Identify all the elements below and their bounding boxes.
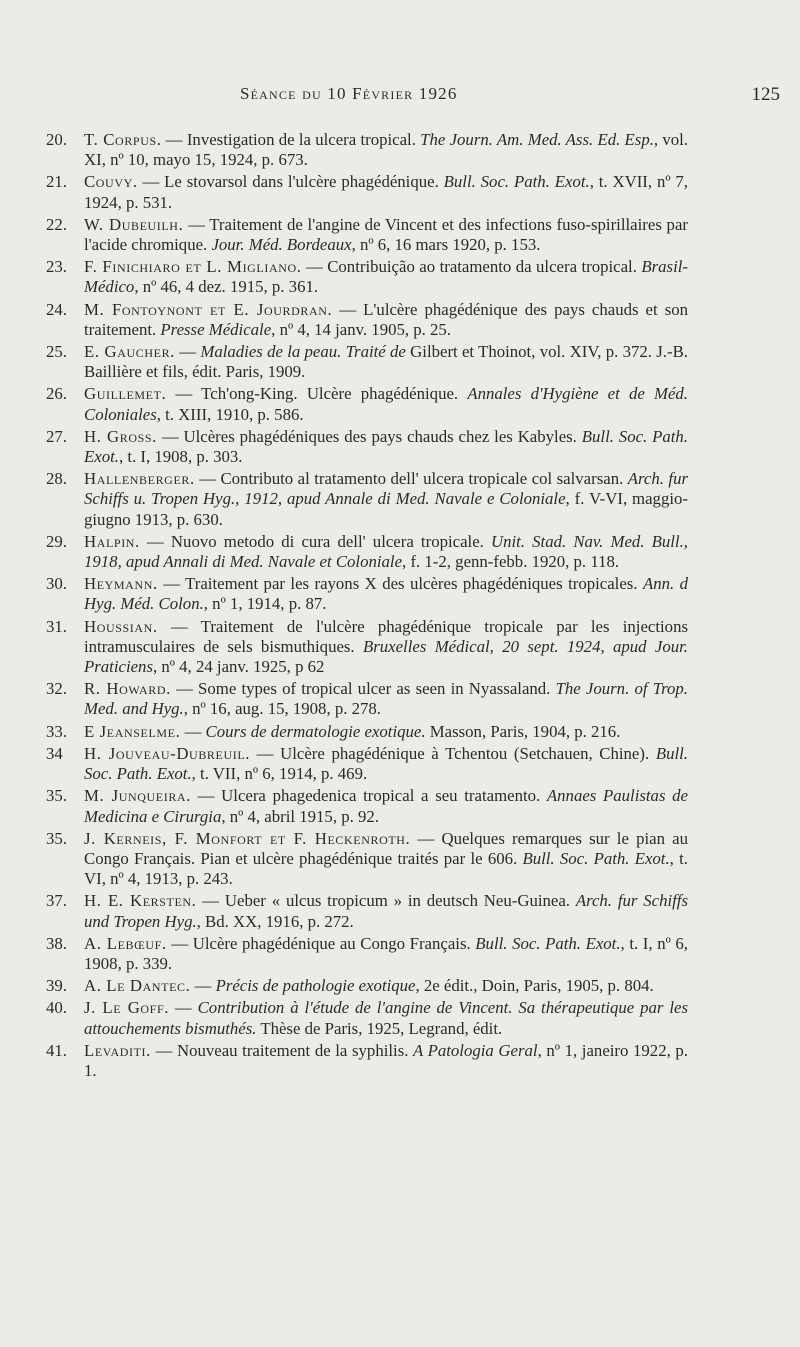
reference-entry <box>0 532 800 572</box>
reference-details: , nº 46, 4 dez. 1915, p. 361. <box>134 277 319 297</box>
reference-entry <box>0 130 800 170</box>
reference-details: , t. I, nº 6, 1908, p. 339. <box>84 933 688 973</box>
reference-title: — Ueber « ulcus tropicum » in deutsch Neu-Guinea. <box>196 891 576 911</box>
reference-citation: Bruxelles Médical, 20 sept. 1924, apud Jour. Praticiens <box>84 636 688 677</box>
reference-number: 35. <box>46 828 67 848</box>
reference-entry <box>0 427 800 467</box>
reference-number: 21. <box>46 172 67 192</box>
reference-number: 25. <box>46 342 67 362</box>
reference-entry <box>0 617 800 678</box>
reference-author: Couvy. <box>84 172 138 192</box>
reference-entry <box>0 384 800 424</box>
reference-list <box>0 130 800 1083</box>
reference-number: 35. <box>46 786 67 806</box>
reference-details: , f. 1-2, genn-febb. 1920, p. 118. <box>402 552 620 572</box>
reference-citation: Bull. Soc. Path. Exot. <box>522 848 670 868</box>
reference-author: Heymann. <box>84 574 158 594</box>
reference-number: 24. <box>46 299 67 319</box>
reference-title: — Some types of tropical ulcer as seen in Nyassaland. <box>170 679 556 699</box>
reference-author: A. Le Dantec. <box>84 976 191 996</box>
reference-author: T. Corpus. <box>84 130 162 149</box>
reference-author: A. Lebœuf. <box>84 933 167 953</box>
reference-citation: Contribution à l'étude de l'angine de Vincent. Sa thérapeutique par les attouchements bismuthés. <box>84 998 688 1038</box>
reference-entry <box>0 172 800 212</box>
reference-title: — <box>174 342 201 362</box>
reference-title: — Nuovo metodo di cura dell' ulcera tropicale. <box>139 531 491 551</box>
reference-citation: The Journ. of Trop. Med. and Hyg. <box>84 679 688 719</box>
reference-entry <box>0 215 800 255</box>
reference-title: — Traitement de l'ulcère phagédénique tropicale par les injections intramusculaires de sels bismuthiques. <box>84 616 688 656</box>
reference-author: Halpin. <box>84 531 140 551</box>
reference-title: — Ulcère phagédénique au Congo Français. <box>166 933 476 953</box>
reference-entry <box>0 342 800 382</box>
reference-author: Levaditi. <box>84 1040 151 1060</box>
reference-citation: Arch. fur Schiffs u. Tropen Hyg., 1912, apud Annale di Med. Navale e Coloniale <box>84 469 688 509</box>
reference-details: , t. XIII, 1910, p. 586. <box>156 404 304 424</box>
reference-details: , nº 4, 24 janv. 1925, p 62 <box>152 657 325 677</box>
reference-author: J. Le Goff. <box>84 998 170 1018</box>
reference-details: , f. V-VI, maggio-giugno 1913, p. 630. <box>84 489 688 529</box>
reference-title: — Le stovarsol dans l'ulcère phagédénique. <box>137 172 444 192</box>
reference-citation: Bull. Soc. Path. Exot. <box>475 933 621 953</box>
reference-entry <box>0 891 800 931</box>
reference-details: , nº 16, aug. 15, 1908, p. 278. <box>183 699 381 719</box>
reference-entry <box>0 934 800 974</box>
reference-author: Houssian. <box>84 616 158 636</box>
reference-entry <box>0 829 800 890</box>
reference-citation: Ann. d Hyg. Méd. Colon. <box>84 574 688 614</box>
reference-entry <box>0 744 800 784</box>
reference-number: 30. <box>46 574 67 594</box>
reference-number: 38. <box>46 933 67 953</box>
reference-details: , t. VII, nº 6, 1914, p. 469. <box>191 764 368 784</box>
reference-details: Thèse de Paris, 1925, Legrand, édit. <box>256 1018 503 1038</box>
reference-details: , Bd. XX, 1916, p. 272. <box>196 911 354 931</box>
reference-title: — Quelques remarques sur le pian au Congo Français. Pian et ulcère phagédénique traités par le 606. <box>84 828 688 868</box>
reference-author: E. Gaucher. <box>84 342 175 362</box>
page-number: 125 <box>751 84 780 105</box>
reference-number: 40. <box>46 998 67 1018</box>
reference-citation: Unit. Stad. Nav. Med. Bull., 1918, apud Annali di Med. Navale et Coloniale <box>84 531 688 572</box>
reference-author: R. Howard. <box>84 679 171 699</box>
reference-title: — <box>169 998 198 1018</box>
reference-details: , t. I, 1908, p. 303. <box>118 447 243 467</box>
running-head <box>0 84 800 108</box>
reference-title: — Contributo al tratamento dell' ulcera tropicale col salvarsan. <box>194 469 628 489</box>
reference-citation: Presse Médicale <box>160 319 272 339</box>
reference-entry <box>0 722 800 742</box>
reference-title: — Traitement par les rayons X des ulcères phagédéniques tropicales. <box>157 574 643 594</box>
reference-entry <box>0 786 800 826</box>
reference-title: — Ulcera phagedenica tropical a seu tratamento. <box>191 786 547 806</box>
reference-entry <box>0 300 800 340</box>
reference-citation: A Patologia Geral <box>413 1040 538 1060</box>
reference-citation: Jour. Méd. Bordeaux <box>211 235 352 255</box>
reference-number: 20. <box>46 130 67 149</box>
reference-number: 27. <box>46 426 67 446</box>
reference-title: — Nouveau traitement de la syphilis. <box>150 1040 414 1060</box>
reference-number: 31. <box>46 616 67 636</box>
reference-entry <box>0 469 800 530</box>
reference-citation: Arch. fur Schiffs und Tropen Hyg. <box>84 891 688 931</box>
reference-details: , nº 4, 14 janv. 1905, p. 25. <box>271 319 452 339</box>
reference-entry <box>0 998 800 1038</box>
reference-author: Hallenberger. <box>84 469 195 489</box>
reference-author: J. Kerneis, F. Monfort et F. Heckenroth. <box>84 828 411 848</box>
reference-number: 39. <box>46 976 67 996</box>
reference-citation: Bull. Soc. Path. Exot. <box>84 743 688 784</box>
reference-author: H. Jouveau-Dubreuil. <box>84 743 251 763</box>
reference-details: , t. XVII, nº 7, 1924, p. 531. <box>84 172 689 212</box>
reference-title: — Investigation de la ulcera tropical. <box>161 130 421 149</box>
reference-entry <box>0 1041 800 1081</box>
reference-title: — <box>180 721 206 741</box>
reference-title: — Tch'ong-King. Ulcère phagédénique. <box>166 384 468 404</box>
reference-author: H. Gross. <box>84 426 157 446</box>
reference-author: Guillemet. <box>84 384 167 404</box>
reference-details: , vol. XI, nº 10, mayo 15, 1924, p. 673. <box>84 130 689 170</box>
reference-entry <box>0 679 800 719</box>
reference-number: 32. <box>46 679 67 699</box>
reference-title: — Ulcère phagédénique à Tchentou (Setchauen, Chine). <box>250 743 656 763</box>
reference-title: — Ulcères phagédéniques des pays chauds chez les Kabyles. <box>156 426 582 446</box>
reference-number: 29. <box>46 531 67 551</box>
reference-author: E Jeanselme. <box>84 721 181 741</box>
reference-number: 37. <box>46 891 67 911</box>
reference-number: 26. <box>46 384 67 404</box>
reference-details: Gilbert et Thoinot, vol. XIV, p. 372. J.-B. Baillière et fils, édit. Paris, 1909. <box>84 342 688 382</box>
reference-title: — Traitement de l'angine de Vincent et des infections fuso-spirillaires par l'acide chromique. <box>84 214 688 255</box>
reference-number: 23. <box>46 257 67 277</box>
reference-author: M. Junqueira. <box>84 786 191 806</box>
reference-citation: Brasil-Médico <box>84 257 688 297</box>
reference-details: , nº 1, 1914, p. 87. <box>203 594 327 614</box>
reference-entry <box>0 574 800 614</box>
reference-author: H. E. Kersten. <box>84 891 197 911</box>
running-head-title: Séance du 10 Février 1926 <box>240 84 458 103</box>
reference-details: Masson, Paris, 1904, p. 216. <box>425 721 621 741</box>
reference-citation: The Journ. Am. Med. Ass. Ed. Esp. <box>420 130 654 149</box>
reference-citation: Précis de pathologie exotique <box>215 976 416 996</box>
reference-title: — L'ulcère phagédénique des pays chauds et son traitement. <box>84 299 689 339</box>
reference-entry <box>0 257 800 297</box>
reference-author: F. Finichiaro et L. Migliano. <box>84 257 302 277</box>
reference-number: 33. <box>46 721 67 741</box>
reference-citation: Cours de dermatologie exotique. <box>205 721 426 741</box>
reference-details: , 2e édit., Doin, Paris, 1905, p. 804. <box>415 976 654 996</box>
reference-number: 41. <box>46 1040 67 1060</box>
reference-entry <box>0 976 800 996</box>
reference-details: , t. VI, nº 4, 1913, p. 243. <box>84 848 688 889</box>
reference-citation: Annaes Paulistas de Medicina e Cirurgia <box>84 786 688 826</box>
reference-citation: Maladies de la peau. Traité de <box>200 342 406 362</box>
reference-citation: Bull. Soc. Path. Exot. <box>84 426 688 467</box>
reference-citation: Bull. Soc. Path. Exot. <box>443 172 590 192</box>
reference-details: , nº 6, 16 mars 1920, p. 153. <box>351 235 541 255</box>
reference-author: W. Dubeuilh. <box>84 214 184 234</box>
reference-details: , nº 1, janeiro 1922, p. 1. <box>84 1040 688 1080</box>
reference-title: — <box>190 976 216 996</box>
reference-number: 34 <box>46 743 63 763</box>
reference-title: — Contribuição ao tratamento da ulcera tropical. <box>301 257 642 277</box>
reference-number: 28. <box>46 469 67 489</box>
reference-details: , nº 4, abril 1915, p. 92. <box>221 806 379 826</box>
reference-author: M. Fontoynont et E. Jourdran. <box>84 299 333 319</box>
reference-number: 22. <box>46 214 67 234</box>
reference-citation: Annales d'Hygiène et de Méd. Coloniales <box>84 384 689 424</box>
